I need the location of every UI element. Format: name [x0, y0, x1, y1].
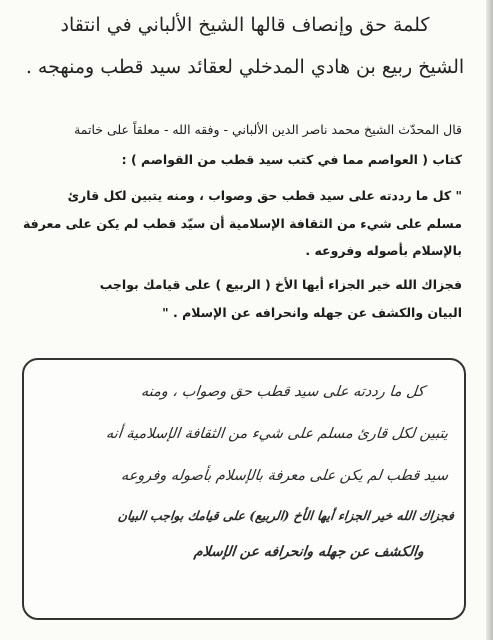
quote-line-3: بالإسلام بأصوله وفروعه . [305, 243, 462, 258]
handwritten-line-1: كل ما رددته على سيد قطب حق وصواب ، ومنه [140, 384, 425, 400]
title-line-1: كلمة حق وإنصاف قالها الشيخ الألباني في انتقاد [60, 14, 430, 36]
handwritten-line-4: فجزاك الله خير الجزاء أيها الأخ (الربيع) على قيامك بواجب البيان [117, 508, 455, 523]
handwritten-line-3: سيد قطب لم يكن على معرفة بالإسلام بأصوله وفروعه [120, 468, 449, 484]
thanks-line-2: البيان والكشف عن جهله وانحرافه عن الإسلام . " [162, 305, 462, 320]
page-edge-shadow [486, 0, 493, 640]
handwritten-line-5: والكشف عن جهله وانحرافه عن الإسلام [193, 544, 425, 560]
thanks-line-1: فجزاك الله خير الجزاء أيها الأخ ( الربيع ) على قيامك بواجب [99, 277, 462, 292]
intro-line-1: قال المحدّث الشيخ محمد ناصر الدين الألباني - وفقه الله - معلقاً على خاتمة [74, 122, 462, 137]
intro-line-2-book-title: كتاب ( العواصم مما في كتب سيد قطب من القواصم ) : [121, 152, 462, 167]
handwritten-line-2: يتبين لكل قارئ مسلم على شيء من الثقافة الإسلامية أنه [105, 426, 449, 442]
quote-line-2: مسلم على شيء من الثقافة الإسلامية أن سيّد قطب لم يكن على معرفة [22, 216, 462, 231]
title-line-2: الشيخ ربيع بن هادي المدخلي لعقائد سيد قطب ومنهجه . [25, 56, 465, 78]
quote-line-1: " كل ما رددته على سيد قطب حق وصواب ، ومنه يتبين لكل قارئ [67, 188, 462, 203]
handwritten-manuscript-frame [22, 358, 466, 620]
